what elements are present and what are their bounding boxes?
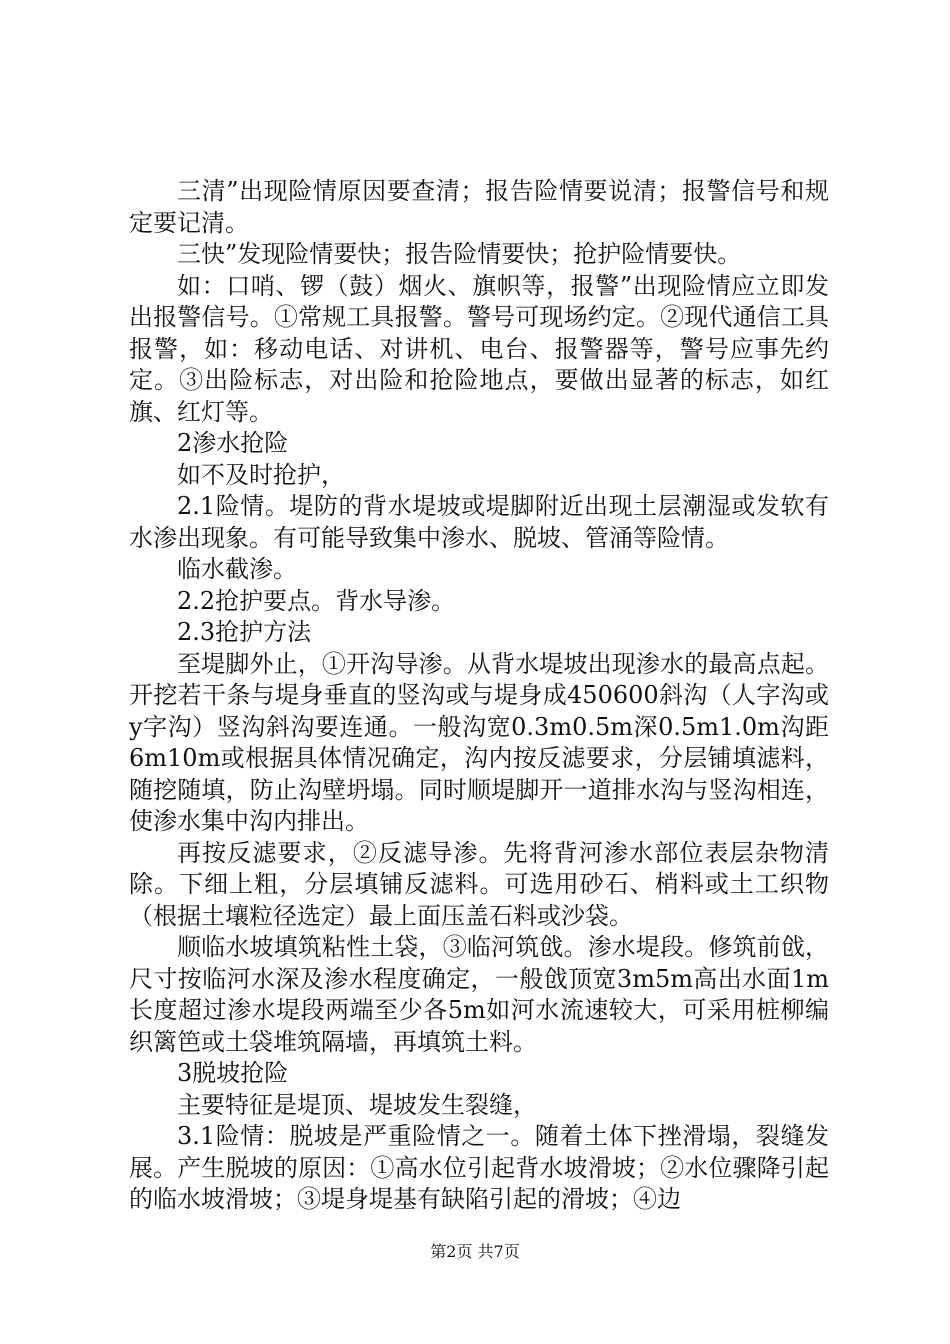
paragraph: 2.1险情。堤防的背水堤坡或堤脚附近出现土层潮湿或发软有水渗出现象。有可能导致集中渗水、脱坡、管涌等险情。 [129, 492, 829, 552]
page-footer [0, 1242, 950, 1262]
paragraph: 至堤脚外止，①开沟导渗。从背水堤坡出现渗水的最高点起。开挖若干条与堤身垂直的竖沟或与堤身成450600斜沟（人字沟或y字沟）竖沟斜沟要连通。一般沟宽0.3m0.5m深0.5m1.0m沟距6m10m或根据具体情况确定，沟内按反滤要求，分层铺填滤料，随挖随填，防止沟壁坍塌。同时顺堤脚开一道排水沟与竖沟相连，使渗水集中沟内排出。 [129, 649, 829, 835]
paragraph: 2.2抢护要点。背水导渗。 [177, 586, 456, 615]
subsection-heading: 2.3抢护方法 [177, 618, 312, 646]
paragraph: 主要特征是堤顶、堤坡发生裂缝， [177, 1090, 537, 1119]
paragraph: 如不及时抢护， [177, 460, 345, 489]
document-body [129, 176, 829, 1216]
paragraph: 三清”出现险情原因要查清；报告险情要说清；报警信号和规定要记清。 [129, 177, 829, 237]
paragraph: 临水截渗。 [177, 555, 297, 583]
section-heading: 2渗水抢险 [177, 429, 289, 457]
paragraph: 3.1险情：脱坡是严重险情之一。随着土体下挫滑塌，裂缝发展。产生脱坡的原因：①高水位引起背水坡滑坡；②水位骤降引起的临水坡滑坡；③堤身堤基有缺陷引起的滑坡；④边 [129, 1122, 829, 1213]
paragraph: 顺临水坡填筑粘性土袋，③临河筑戗。渗水堤段。修筑前戗，尺寸按临河水深及渗水程度确定，一般戗顶宽3m5m高出水面1m长度超过渗水堤段两端至少各5m如河水流速较大，可采用桩柳编织篱笆或土袋堆筑隔墙，再填筑土料。 [129, 933, 829, 1056]
paragraph: 三快”发现险情要快；报告险情要快；抢护险情要快。 [177, 240, 742, 268]
paragraph: 如：口哨、锣（鼓）烟火、旗帜等，报警”出现险情应立即发出报警信号。①常规工具报警。警号可现场约定。②现代通信工具报警，如：移动电话、对讲机、电台、报警器等，警号应事先约定。③出险标志，对出险和抢险地点，要做出显著的标志，如红旗、红灯等。 [129, 271, 829, 426]
paragraph: 再按反滤要求，②反滤导渗。先将背河渗水部位表层杂物清除。下细上粗，分层填铺反滤料。可选用砂石、梢料或土工织物（根据土壤粒径选定）最上面压盖石料或沙袋。 [129, 838, 829, 930]
page-number-label: 第2页 共7页 [430, 1242, 520, 1261]
section-heading: 3脱坡抢险 [177, 1059, 289, 1087]
